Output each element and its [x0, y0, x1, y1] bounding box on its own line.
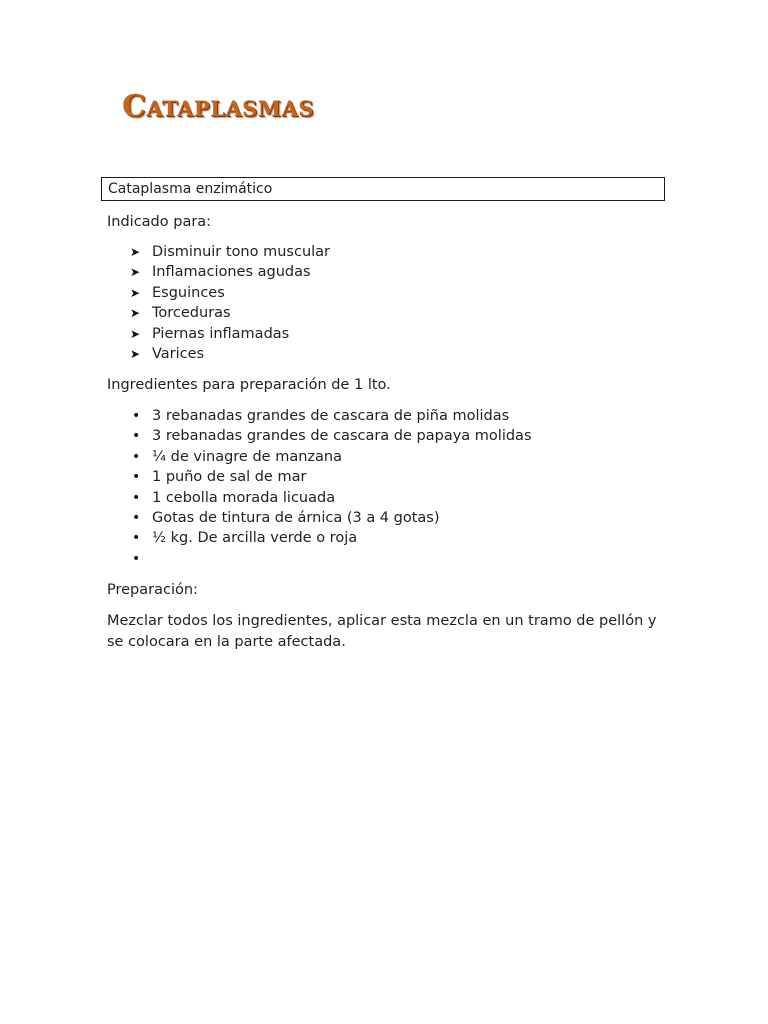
- round-bullet-icon: •: [132, 489, 141, 506]
- arrowhead-bullet-icon: ➤: [130, 265, 141, 280]
- ingredient-text: ½ kg. De arcilla verde o roja: [152, 530, 358, 547]
- list-item: [130, 283, 330, 303]
- round-bullet-icon: •: [132, 469, 141, 486]
- indication-text: Varices: [152, 345, 205, 362]
- round-bullet-icon: •: [132, 509, 141, 526]
- ingredient-text: 3 rebanadas grandes de cascara de papaya molidas: [152, 428, 532, 445]
- arrowhead-bullet-icon: ➤: [130, 306, 141, 321]
- arrowhead-bullet-icon: ➤: [130, 285, 141, 300]
- list-item: [130, 406, 532, 426]
- ingredient-text: ¼ de vinagre de manzana: [152, 448, 342, 465]
- arrowhead-bullet-icon: ➤: [130, 245, 141, 259]
- indication-text: Inflamaciones agudas: [152, 264, 311, 281]
- list-item: [130, 426, 532, 446]
- list-item: [130, 508, 532, 528]
- list-item: [130, 528, 532, 548]
- list-item: [130, 344, 330, 364]
- ingredient-text: 1 cebolla morada licuada: [152, 489, 336, 506]
- ingredient-text: 3 rebanadas grandes de cascara de piña molidas: [152, 408, 510, 424]
- list-item: [130, 303, 330, 323]
- round-bullet-icon: •: [132, 448, 141, 465]
- round-bullet-icon: •: [132, 550, 141, 567]
- ingredients-list: [130, 406, 532, 569]
- ingredients-heading: Ingredientes para preparación de 1 lto.: [107, 377, 391, 393]
- recipe-name-box: Cataplasma enzimático: [101, 177, 665, 201]
- list-item: [130, 447, 532, 467]
- ingredient-text: 1 puño de sal de mar: [152, 469, 307, 486]
- preparation-paragraph: Mezclar todos los ingredientes, aplicar esta mezcla en un tramo de pellón y se colocara en la parte afectada.: [107, 613, 657, 650]
- indication-text: Esguinces: [152, 284, 225, 301]
- indication-text: Disminuir tono muscular: [152, 244, 331, 260]
- list-item: [130, 467, 532, 487]
- arrowhead-bullet-icon: ➤: [130, 346, 141, 361]
- ingredient-text: Gotas de tintura de árnica (3 a 4 gotas): [152, 509, 440, 526]
- list-item: [130, 262, 330, 282]
- preparation-heading: Preparación:: [107, 582, 198, 598]
- round-bullet-icon: •: [132, 428, 141, 445]
- list-item: [130, 549, 532, 569]
- indication-text: Torceduras: [152, 305, 231, 322]
- indication-text: Piernas inflamadas: [152, 325, 290, 342]
- list-item: [130, 488, 532, 508]
- list-item: [130, 242, 330, 262]
- round-bullet-icon: •: [132, 530, 141, 547]
- page-title: Cataplasmas: [122, 89, 315, 124]
- indications-heading: Indicado para:: [107, 214, 212, 230]
- indications-list: [130, 242, 330, 364]
- round-bullet-icon: •: [132, 408, 141, 424]
- arrowhead-bullet-icon: ➤: [130, 326, 141, 341]
- list-item: [130, 324, 330, 344]
